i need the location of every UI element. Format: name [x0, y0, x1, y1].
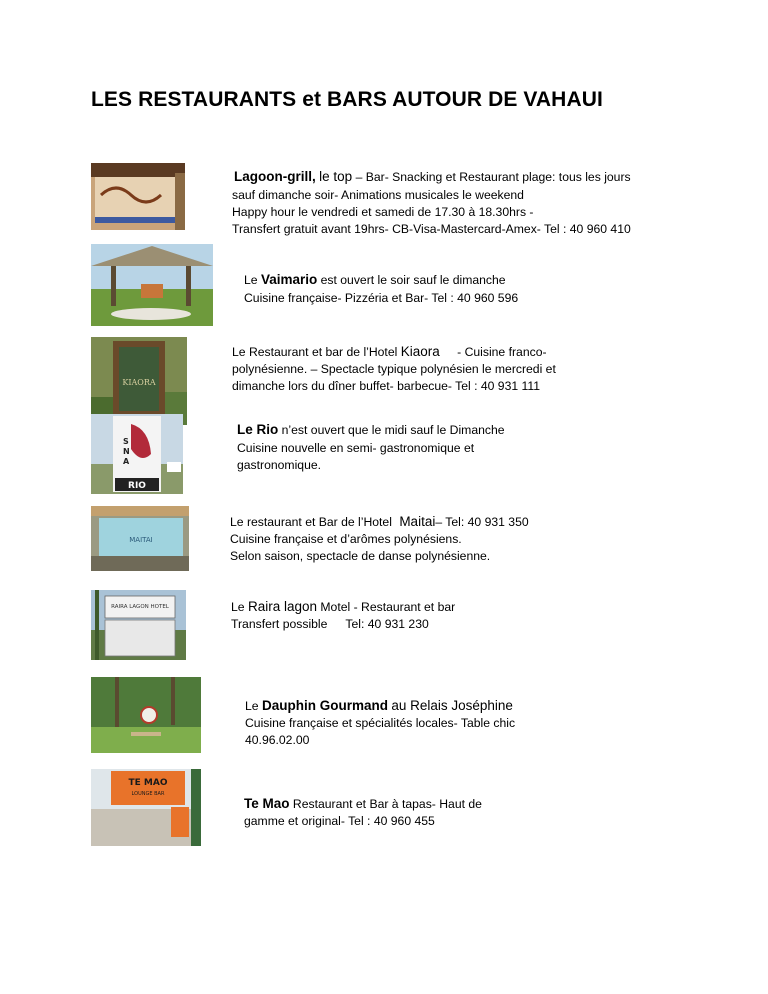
kiaora-sign-photo: [91, 337, 187, 425]
le-rio-snack-sign-photo: [91, 414, 183, 494]
svg-text:A: A: [123, 457, 130, 466]
raira-lagon-title-line: Le Raira lagon Motel - Restaurant et bar: [231, 599, 456, 614]
le-rio-title-line: Le Rio n’est ouvert que le midi sauf le Dimanche: [237, 422, 505, 437]
lagoon-grill-line: sauf dimanche soir- Animations musicales le weekend: [232, 188, 524, 202]
vaimario-garden-photo: [91, 244, 213, 326]
lagoon-grill-sign-photo: [91, 163, 185, 230]
page-title: LES RESTAURANTS et BARS AUTOUR DE VAHAUI: [91, 88, 603, 111]
dauphin-gourmand-line: Cuisine française et spécialités locales- Table chic: [245, 716, 516, 730]
dauphin-gourmand-garden-photo: [91, 677, 201, 753]
svg-text:N: N: [123, 447, 130, 456]
raira-lagon-sign-photo: [91, 590, 186, 660]
te-mao-title-line: Te Mao Restaurant et Bar à tapas- Haut de: [244, 796, 482, 811]
vaimario-title-line: Le Vaimario est ouvert le soir sauf le dimanche: [244, 272, 506, 287]
lagoon-grill-title-line: Lagoon-grill, le top – Bar- Snacking et Restaurant plage: tous les jours: [234, 169, 631, 184]
te-mao-line: gamme et original- Tel : 40 960 455: [244, 814, 435, 828]
lagoon-grill-line: Transfert gratuit avant 19hrs- CB-Visa-Mastercard-Amex- Tel : 40 960 410: [232, 222, 631, 236]
svg-text:LOUNGE BAR: LOUNGE BAR: [131, 791, 165, 797]
maitai-line: Selon saison, spectacle de danse polynésienne.: [230, 549, 491, 563]
raira-lagon-line: Transfert possible Tel: 40 931 230: [231, 617, 429, 631]
vaimario-line: Cuisine française- Pizzéria et Bar- Tel : 40 960 596: [244, 291, 519, 305]
kiaora-title-line: Le Restaurant et bar de l’Hotel Kiaora - Cuisine franco-: [232, 344, 547, 359]
maitai-title-line: Le restaurant et Bar de l’Hotel Maitai– Tel: 40 931 350: [230, 514, 529, 529]
svg-text:TE MAO: TE MAO: [128, 778, 168, 788]
maitai-sign-photo: [91, 506, 189, 571]
te-mao-lounge-sign-photo: [91, 769, 201, 846]
svg-text:RAIRA LAGON HOTEL: RAIRA LAGON HOTEL: [111, 604, 169, 610]
le-rio-line: Cuisine nouvelle en semi- gastronomique et: [237, 441, 475, 455]
svg-text:RIO: RIO: [128, 481, 146, 491]
maitai-line: Cuisine française et d’arômes polynésiens.: [230, 532, 462, 546]
kiaora-line: dimanche lors du dîner buffet- barbecue- Tel : 40 931 111: [232, 379, 541, 393]
svg-text:MAITAI: MAITAI: [129, 536, 153, 544]
le-rio-line: gastronomique.: [237, 458, 322, 472]
dauphin-gourmand-title-line: Le Dauphin Gourmand au Relais Joséphine: [245, 698, 513, 713]
kiaora-line: polynésienne. – Spectacle typique polynésien le mercredi et: [232, 362, 556, 376]
svg-text:S: S: [123, 437, 129, 446]
lagoon-grill-line: Happy hour le vendredi et samedi de 17.30 à 18.30hrs -: [232, 205, 534, 219]
dauphin-gourmand-line: 40.96.02.00: [245, 733, 310, 747]
svg-text:KIAORA: KIAORA: [122, 378, 156, 387]
